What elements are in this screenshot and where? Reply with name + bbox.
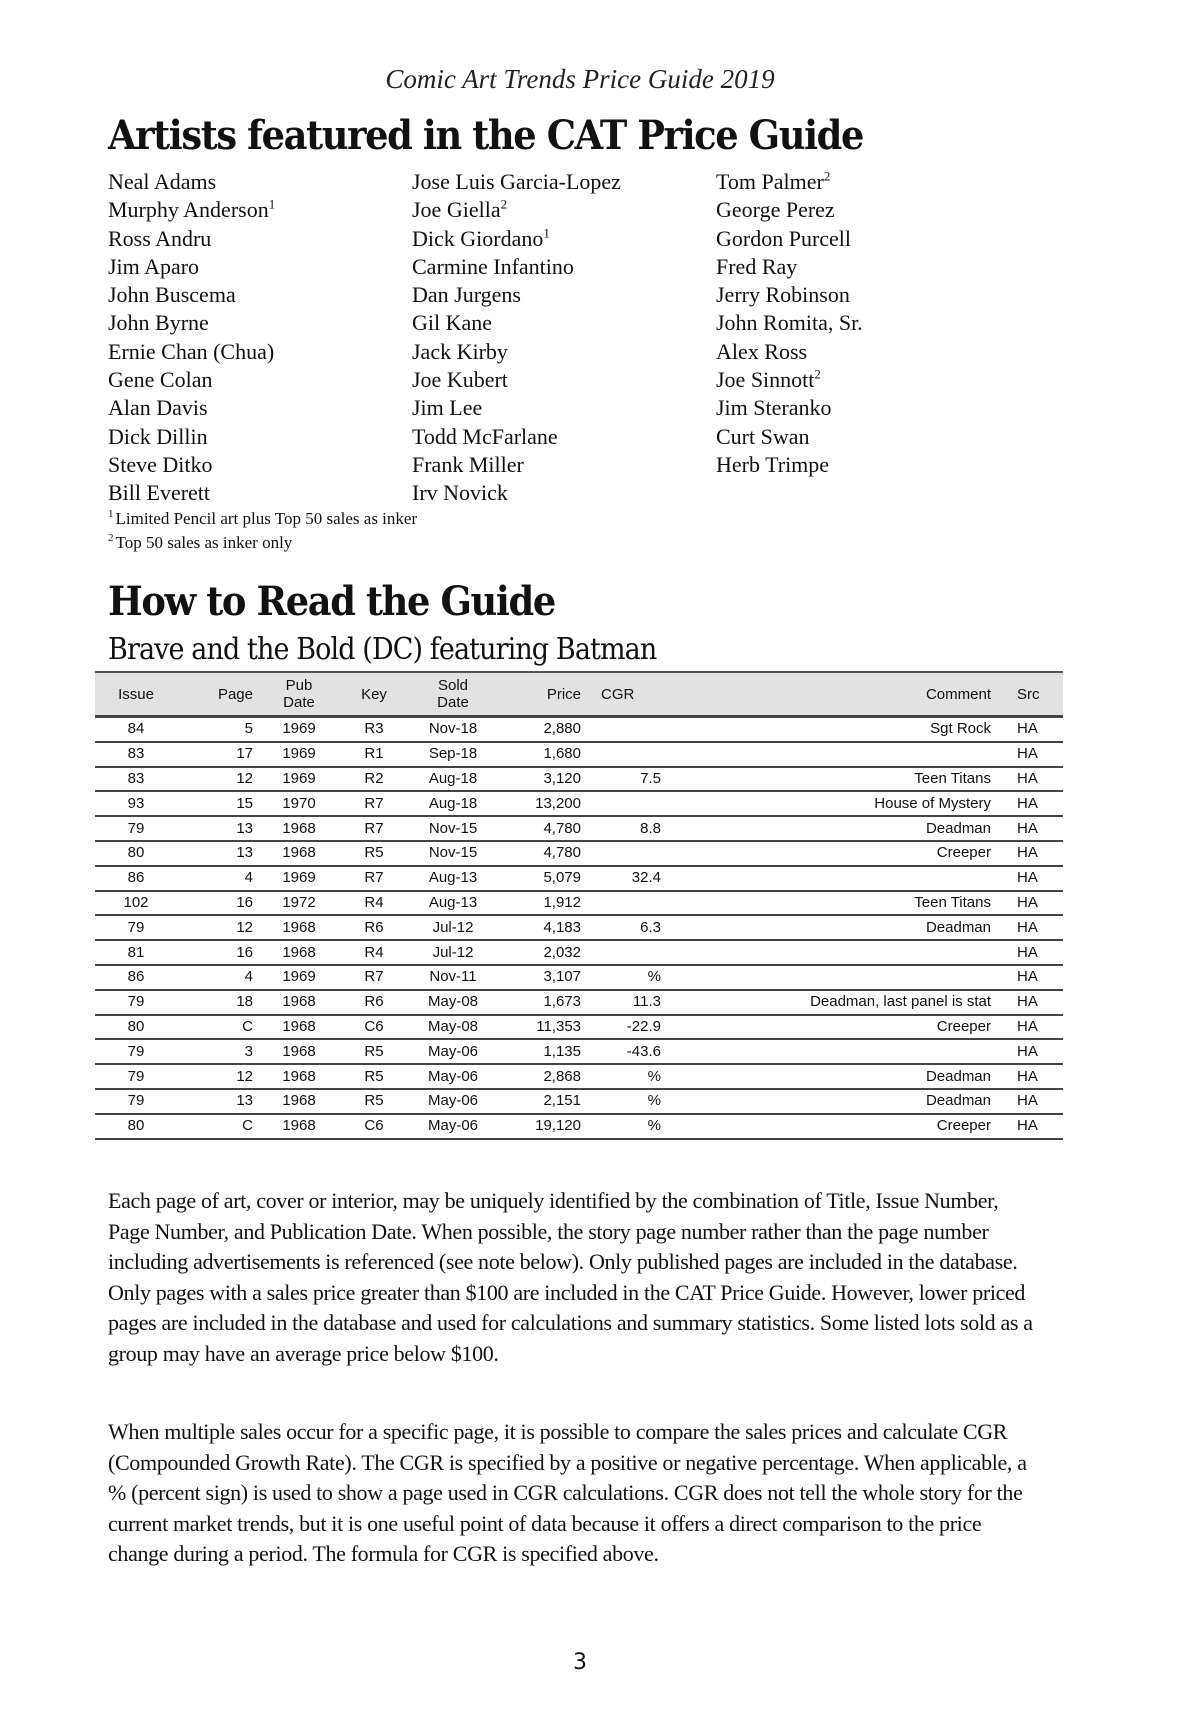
sales-table <box>95 671 1063 1140</box>
artist-name-text: Gil Kane <box>412 310 493 336</box>
cell-cgr <box>587 717 675 742</box>
cell-cgr: 7.5 <box>587 767 675 792</box>
cell-comment: Deadman, last panel is stat <box>675 990 1011 1015</box>
cell-src: HA <box>1011 841 1063 866</box>
cell-price: 3,107 <box>497 965 587 990</box>
table-row <box>95 816 1063 841</box>
cell-page: 12 <box>177 915 259 940</box>
cell-page: 4 <box>177 866 259 891</box>
cell-price: 2,151 <box>497 1089 587 1114</box>
cell-cgr <box>587 742 675 767</box>
paragraph-cgr-explanation: When multiple sales occur for a specific page, it is possible to compare the sales prices and calculate CGR (Compounded Growth Rate). The CGR is specified by a positive or negative percentage. When applicable, a % (percent sign) is used to show a page used in CGR calculations. CGR does not tell the whole story for the current market trends, but it is one useful point of data because it offers a direct comparison to the price change during a period. The formula for CGR is specified above. <box>108 1419 1027 1567</box>
artist-name-text: Alan Davis <box>108 395 208 421</box>
cell-price: 2,032 <box>497 940 587 965</box>
cell-src: HA <box>1011 866 1063 891</box>
cell-cgr <box>587 891 675 916</box>
artist-name-text: Fred Ray <box>716 253 798 279</box>
cell-pub-date: 1969 <box>259 742 339 767</box>
artist-name <box>412 394 716 422</box>
cell-issue: 80 <box>95 841 177 866</box>
artist-name <box>412 423 716 451</box>
artist-name-text: Murphy Anderson <box>108 197 269 223</box>
artist-name <box>716 366 956 394</box>
artist-name <box>716 451 956 479</box>
footnote-mark: 2 <box>108 532 114 545</box>
cell-issue: 80 <box>95 1015 177 1040</box>
artist-name-text: Dan Jurgens <box>412 282 521 308</box>
table-row <box>95 940 1063 965</box>
cell-comment <box>675 866 1011 891</box>
cell-cgr <box>587 940 675 965</box>
cell-sold-date: May-06 <box>409 1039 497 1064</box>
cell-pub-date: 1968 <box>259 1039 339 1064</box>
cell-pub-date: 1970 <box>259 791 339 816</box>
cell-issue: 86 <box>95 866 177 891</box>
cell-comment: Deadman <box>675 1064 1011 1089</box>
table-row <box>95 915 1063 940</box>
cell-pub-date: 1969 <box>259 965 339 990</box>
table-title: Brave and the Bold (DC) featuring Batman <box>108 632 657 667</box>
footnote-text: Top 50 sales as inker only <box>115 533 293 552</box>
cell-sold-date: May-06 <box>409 1089 497 1114</box>
footnote <box>108 531 417 555</box>
artist-name <box>412 451 716 479</box>
table-row <box>95 990 1063 1015</box>
col-header-pub-date <box>259 672 339 717</box>
artist-name-text: Herb Trimpe <box>716 451 830 477</box>
col-header-src: Src <box>1011 672 1063 717</box>
artist-name <box>412 168 716 196</box>
artist-name <box>716 338 956 366</box>
cell-key: R2 <box>339 767 409 792</box>
table-row <box>95 891 1063 916</box>
table-row <box>95 1089 1063 1114</box>
cell-src: HA <box>1011 1114 1063 1139</box>
artist-name <box>108 253 412 281</box>
cell-comment: Deadman <box>675 1089 1011 1114</box>
artist-name-text: Steve Ditko <box>108 451 213 477</box>
artist-name-text: Joe Giella <box>412 197 501 223</box>
footnote-mark: 1 <box>108 508 114 521</box>
artist-name <box>412 196 716 224</box>
col-header-sold-line2: Date <box>437 694 469 711</box>
cell-pub-date: 1968 <box>259 841 339 866</box>
cell-issue: 79 <box>95 990 177 1015</box>
cell-comment <box>675 965 1011 990</box>
cell-pub-date: 1968 <box>259 940 339 965</box>
artist-name <box>412 338 716 366</box>
cell-comment: Teen Titans <box>675 767 1011 792</box>
artist-name-text: Jim Lee <box>412 395 483 421</box>
artist-name-text: Jerry Robinson <box>716 282 850 308</box>
col-header-sold-date <box>409 672 497 717</box>
cell-key: R5 <box>339 1039 409 1064</box>
table-row <box>95 866 1063 891</box>
cell-price: 3,120 <box>497 767 587 792</box>
artist-name-text: John Romita, Sr. <box>716 310 863 336</box>
artist-name-text: Todd McFarlane <box>412 423 558 449</box>
cell-src: HA <box>1011 1039 1063 1064</box>
table-row <box>95 1064 1063 1089</box>
artist-name-text: Ernie Chan (Chua) <box>108 338 275 364</box>
artist-name-text: John Byrne <box>108 310 209 336</box>
artist-name <box>108 196 412 224</box>
cell-price: 4,183 <box>497 915 587 940</box>
cell-issue: 81 <box>95 940 177 965</box>
cell-src: HA <box>1011 791 1063 816</box>
cell-pub-date: 1968 <box>259 1064 339 1089</box>
cell-comment: Creeper <box>675 841 1011 866</box>
cell-issue: 80 <box>95 1114 177 1139</box>
table-row <box>95 841 1063 866</box>
artists-section-title: Artists featured in the CAT Price Guide <box>108 112 864 159</box>
cell-key: R7 <box>339 866 409 891</box>
cell-comment: Sgt Rock <box>675 717 1011 742</box>
cell-comment: Creeper <box>675 1015 1011 1040</box>
artist-name <box>716 168 956 196</box>
cell-price: 1,673 <box>497 990 587 1015</box>
cell-issue: 86 <box>95 965 177 990</box>
cell-key: R4 <box>339 891 409 916</box>
cell-key: R5 <box>339 1089 409 1114</box>
cell-cgr: % <box>587 965 675 990</box>
artist-name-text: Neal Adams <box>108 169 217 194</box>
artist-name <box>412 309 716 337</box>
cell-issue: 79 <box>95 915 177 940</box>
page-number: 3 <box>573 1650 587 1675</box>
table-row <box>95 965 1063 990</box>
cell-issue: 84 <box>95 717 177 742</box>
artist-name-text: Dick Giordano <box>412 225 544 251</box>
cell-issue: 83 <box>95 767 177 792</box>
cell-src: HA <box>1011 1015 1063 1040</box>
cell-key: C6 <box>339 1015 409 1040</box>
table-row <box>95 1039 1063 1064</box>
footnote-reference: 1 <box>543 225 550 241</box>
table-row <box>95 742 1063 767</box>
cell-price: 5,079 <box>497 866 587 891</box>
cell-pub-date: 1968 <box>259 816 339 841</box>
footnote-reference: 1 <box>268 196 276 212</box>
artist-name-text: George Perez <box>716 197 835 223</box>
cell-key: R7 <box>339 965 409 990</box>
cell-sold-date: Nov-15 <box>409 816 497 841</box>
cell-src: HA <box>1011 767 1063 792</box>
cell-page: 13 <box>177 841 259 866</box>
table-row <box>95 1015 1063 1040</box>
cell-key: R7 <box>339 791 409 816</box>
table-row <box>95 767 1063 792</box>
table-row <box>95 791 1063 816</box>
artist-name-text: Frank Miller <box>412 451 524 477</box>
col-header-page: Page <box>177 672 259 717</box>
col-header-price: Price <box>497 672 587 717</box>
artist-name-text: Joe Sinnott <box>716 367 815 393</box>
cell-pub-date: 1969 <box>259 717 339 742</box>
cell-cgr: 32.4 <box>587 866 675 891</box>
artist-name <box>716 225 956 253</box>
cell-page: C <box>177 1015 259 1040</box>
artist-name <box>108 309 412 337</box>
cell-pub-date: 1969 <box>259 767 339 792</box>
cell-sold-date: Jul-12 <box>409 940 497 965</box>
cell-pub-date: 1968 <box>259 1114 339 1139</box>
cell-src: HA <box>1011 965 1063 990</box>
artist-name <box>716 196 956 224</box>
artist-name <box>716 423 956 451</box>
cell-comment: Creeper <box>675 1114 1011 1139</box>
cell-key: R3 <box>339 717 409 742</box>
cell-issue: 102 <box>95 891 177 916</box>
artist-name-text: Carmine Infantino <box>412 253 574 279</box>
cell-page: 13 <box>177 816 259 841</box>
artist-footnotes <box>108 507 417 555</box>
cell-page: 16 <box>177 891 259 916</box>
artist-name-text: Dick Dillin <box>108 423 208 449</box>
cell-issue: 79 <box>95 1039 177 1064</box>
artist-name <box>108 338 412 366</box>
cell-src: HA <box>1011 915 1063 940</box>
cell-sold-date: Nov-15 <box>409 841 497 866</box>
cell-cgr: -22.9 <box>587 1015 675 1040</box>
cell-src: HA <box>1011 742 1063 767</box>
cell-issue: 79 <box>95 816 177 841</box>
cell-key: R5 <box>339 1064 409 1089</box>
cell-comment: Deadman <box>675 816 1011 841</box>
cell-page: 12 <box>177 767 259 792</box>
cell-comment: Teen Titans <box>675 891 1011 916</box>
running-header: Comic Art Trends Price Guide 2019 <box>385 64 775 94</box>
artist-name-text: John Buscema <box>108 282 236 308</box>
table-row <box>95 717 1063 742</box>
artist-name-text: Bill Everett <box>108 480 211 506</box>
cell-comment <box>675 1039 1011 1064</box>
cell-page: 4 <box>177 965 259 990</box>
cell-src: HA <box>1011 940 1063 965</box>
cell-src: HA <box>1011 816 1063 841</box>
table-row <box>95 1114 1063 1139</box>
cell-src: HA <box>1011 990 1063 1015</box>
artist-name-text: Irv Novick <box>412 480 508 506</box>
cell-sold-date: May-06 <box>409 1114 497 1139</box>
cell-cgr: 8.8 <box>587 816 675 841</box>
footnote-reference: 2 <box>814 366 821 382</box>
cell-page: 13 <box>177 1089 259 1114</box>
artist-name <box>412 281 716 309</box>
col-header-pub-line1: Pub <box>285 677 313 694</box>
artist-name-text: Gene Colan <box>108 367 213 393</box>
cell-pub-date: 1968 <box>259 990 339 1015</box>
cell-sold-date: Jul-12 <box>409 915 497 940</box>
artist-name-text: Gordon Purcell <box>716 225 852 251</box>
cell-cgr: % <box>587 1114 675 1139</box>
artist-name-text: Jack Kirby <box>412 338 508 364</box>
artist-name <box>716 281 956 309</box>
artist-name <box>108 394 412 422</box>
table-header-row <box>95 672 1063 717</box>
artist-name <box>108 423 412 451</box>
cell-page: 12 <box>177 1064 259 1089</box>
artist-name <box>716 309 956 337</box>
cell-pub-date: 1969 <box>259 866 339 891</box>
howto-section-title: How to Read the Guide <box>108 578 555 625</box>
cell-pub-date: 1968 <box>259 1089 339 1114</box>
cell-cgr: % <box>587 1089 675 1114</box>
cell-issue: 83 <box>95 742 177 767</box>
artist-name <box>412 366 716 394</box>
cell-pub-date: 1972 <box>259 891 339 916</box>
cell-sold-date: Aug-13 <box>409 891 497 916</box>
artist-name <box>108 479 412 507</box>
cell-sold-date: Nov-11 <box>409 965 497 990</box>
cell-issue: 79 <box>95 1089 177 1114</box>
cell-cgr: % <box>587 1064 675 1089</box>
artist-name-text: Jose Luis Garcia-Lopez <box>412 169 621 194</box>
cell-cgr <box>587 791 675 816</box>
cell-comment: Deadman <box>675 915 1011 940</box>
cell-price: 2,880 <box>497 717 587 742</box>
cell-key: R4 <box>339 940 409 965</box>
artist-list <box>108 168 958 508</box>
artist-name <box>412 479 716 507</box>
cell-key: R5 <box>339 841 409 866</box>
cell-sold-date: Sep-18 <box>409 742 497 767</box>
cell-page: 17 <box>177 742 259 767</box>
cell-page: 18 <box>177 990 259 1015</box>
cell-comment: House of Mystery <box>675 791 1011 816</box>
col-header-issue: Issue <box>95 672 177 717</box>
cell-issue: 79 <box>95 1064 177 1089</box>
cell-issue: 93 <box>95 791 177 816</box>
cell-key: R6 <box>339 915 409 940</box>
cell-sold-date: Nov-18 <box>409 717 497 742</box>
cell-price: 1,680 <box>497 742 587 767</box>
artist-name-text: Alex Ross <box>716 338 808 364</box>
cell-cgr: 11.3 <box>587 990 675 1015</box>
cell-sold-date: May-08 <box>409 1015 497 1040</box>
footnote <box>108 507 417 531</box>
artist-name <box>716 253 956 281</box>
cell-src: HA <box>1011 891 1063 916</box>
cell-page: 16 <box>177 940 259 965</box>
cell-sold-date: May-06 <box>409 1064 497 1089</box>
cell-sold-date: Aug-18 <box>409 791 497 816</box>
artist-name <box>108 281 412 309</box>
artist-name-text: Curt Swan <box>716 423 810 449</box>
cell-page: 5 <box>177 717 259 742</box>
cell-key: R7 <box>339 816 409 841</box>
cell-key: C6 <box>339 1114 409 1139</box>
artist-name <box>108 366 412 394</box>
artist-name <box>108 168 412 196</box>
col-header-cgr: CGR <box>587 672 675 717</box>
cell-price: 1,912 <box>497 891 587 916</box>
cell-key: R6 <box>339 990 409 1015</box>
col-header-comment: Comment <box>675 672 1011 717</box>
artist-name-text: Ross Andru <box>108 225 212 251</box>
cell-cgr: 6.3 <box>587 915 675 940</box>
cell-sold-date: Aug-18 <box>409 767 497 792</box>
cell-src: HA <box>1011 1064 1063 1089</box>
cell-page: 15 <box>177 791 259 816</box>
cell-src: HA <box>1011 717 1063 742</box>
artist-name <box>108 451 412 479</box>
footnote-reference: 2 <box>500 196 508 212</box>
artist-name-text: Joe Kubert <box>412 367 508 393</box>
artist-name-text: Jim Steranko <box>716 395 832 421</box>
cell-sold-date: May-08 <box>409 990 497 1015</box>
cell-price: 2,868 <box>497 1064 587 1089</box>
cell-price: 13,200 <box>497 791 587 816</box>
cell-src: HA <box>1011 1089 1063 1114</box>
cell-pub-date: 1968 <box>259 915 339 940</box>
cell-price: 19,120 <box>497 1114 587 1139</box>
cell-page: 3 <box>177 1039 259 1064</box>
cell-comment <box>675 940 1011 965</box>
cell-sold-date: Aug-13 <box>409 866 497 891</box>
artist-name <box>716 394 956 422</box>
artist-name <box>412 253 716 281</box>
cell-cgr: -43.6 <box>587 1039 675 1064</box>
sales-table-body <box>95 717 1063 1139</box>
cell-comment <box>675 742 1011 767</box>
artist-name <box>412 225 716 253</box>
cell-price: 4,780 <box>497 841 587 866</box>
cell-price: 11,353 <box>497 1015 587 1040</box>
cell-price: 4,780 <box>497 816 587 841</box>
artist-name-text: Tom Palmer <box>716 169 824 194</box>
col-header-pub-line2: Date <box>283 694 315 711</box>
artist-name-text: Jim Aparo <box>108 253 200 279</box>
cell-pub-date: 1968 <box>259 1015 339 1040</box>
cell-cgr <box>587 841 675 866</box>
col-header-sold-line1: Sold <box>437 677 469 694</box>
col-header-key: Key <box>339 672 409 717</box>
cell-page: C <box>177 1114 259 1139</box>
footnote-reference: 2 <box>823 168 831 184</box>
footnote-text: Limited Pencil art plus Top 50 sales as inker <box>115 509 418 528</box>
artist-name <box>108 225 412 253</box>
cell-key: R1 <box>339 742 409 767</box>
cell-price: 1,135 <box>497 1039 587 1064</box>
paragraph-page-identification: Each page of art, cover or interior, may be uniquely identified by the combination of Title, Issue Number, Page Number, and Publication Date. When possible, the story page number rather than the page number including advertisements is referenced (see note below). Only published pages are included in the database. Only pages with a sales price greater than $100 are included in the CAT Price Guide. However, lower priced pages are included in the database and used for calculations and summary statistics. Some listed lots sold as a group may have an average price below $100. <box>108 1188 1033 1366</box>
